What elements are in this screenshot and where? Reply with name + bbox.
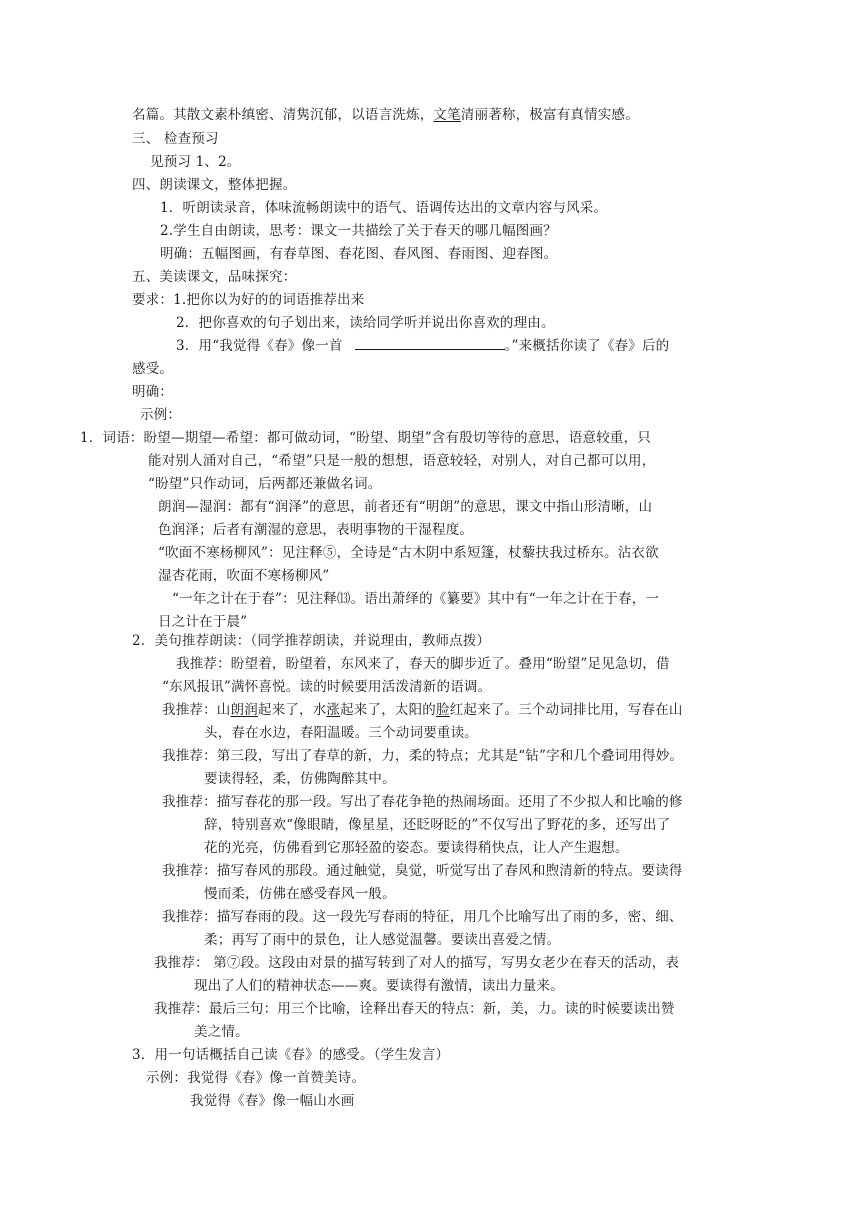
text-segment: 起来了，水 bbox=[257, 702, 327, 718]
text-line: “一年之计在于春”：见注释⒀。语出萧绎的《纂要》其中有“一年之计在于春，一 bbox=[172, 591, 660, 607]
text-line: 2.学生自由朗读，思考：课文一共描绘了关于春天的哪几幅图画？ bbox=[160, 223, 557, 239]
text-line: 辞，特别喜欢“像眼睛，像星星，还眨呀眨的”不仅写出了野花的多，还写出了 bbox=[204, 817, 671, 833]
text-line: 2．把你喜欢的句子划出来，读给同学听并说出你喜欢的理由。 bbox=[176, 315, 555, 331]
text-line: 要读得轻，柔，仿佛陶醉其中。 bbox=[204, 771, 396, 787]
text-line: 日之计在于晨” bbox=[158, 614, 248, 630]
text-segment: 我推荐：山 bbox=[162, 702, 231, 718]
text-line: 柔；再写了雨中的景色，让人感觉温馨。要读出喜爱之情。 bbox=[204, 932, 561, 948]
text-line: 朗润—湿润：都有“润泽”的意思，前者还有“明朗”的意思，课文中指山形清晰，山 bbox=[158, 499, 653, 515]
text-line: 我推荐： 第⑦段。这段由对景的描写转到了对人的描写，写男女老少在春天的活动，表 bbox=[154, 955, 680, 971]
text-line: 头，春在水边，春阳温暖。三个动词要重读。 bbox=[204, 725, 478, 741]
text-line: 1．词语：盼望—期望—希望：都可做动词，“盼望、期望”含有殷切等待的意思，语意较重，只 bbox=[80, 430, 651, 446]
underlined-word: 涨 bbox=[326, 702, 341, 718]
text-line: 色润泽；后者有潮湿的意思，表明事物的干湿程度。 bbox=[158, 522, 474, 538]
text-line: 示例： bbox=[140, 407, 182, 423]
text-line: 明确：五幅图画，有春草图、春花图、春风图、春雨图、迎春图。 bbox=[160, 246, 558, 262]
text-segment: 红起来了。三个动词排比用，写春在山 bbox=[449, 702, 683, 718]
text-line: 花的光亮，仿佛看到它那轻盈的姿态。要读得稍快点，让人产生遐想。 bbox=[204, 840, 629, 856]
text-segment: 3．用“我觉得《春》像一首 bbox=[176, 338, 343, 354]
fill-in-blank bbox=[355, 337, 505, 350]
underlined-word: 文笔 bbox=[433, 107, 461, 123]
text-line: 示例：我觉得《春》像一首赞美诗。 bbox=[146, 1070, 366, 1086]
text-line: 我推荐：描写春风的那段。通过触觉，臭觉，听觉写出了春风和煦清新的特点。要读得 bbox=[162, 863, 683, 879]
section-heading: 三、 检查预习 bbox=[132, 131, 219, 147]
text-line: 现出了人们的精神状态——爽。要读得有激情，读出力量来。 bbox=[194, 978, 564, 994]
text-line: 能对别人涌对自己，“希望”只是一般的想想，语意较轻，对别人，对自己都可以用， bbox=[148, 453, 656, 469]
text-line: 我推荐：第三段，写出了春草的新，力，柔的特点；尤其是“钻”字和几个叠词用得妙。 bbox=[162, 748, 684, 764]
text-segment: 起来了，太阳的 bbox=[340, 702, 437, 718]
text-line: 2．美句推荐朗读：（同学推荐朗读，并说理由，教师点拨） bbox=[132, 633, 491, 649]
text-line bbox=[132, 106, 639, 124]
text-line: “吹面不寒杨柳风”：见注释⑤，全诗是“古木阴中系短篷，杖藜扶我过桥东。沾衣欲 bbox=[158, 545, 659, 561]
text-line: 明确： bbox=[132, 384, 174, 400]
text-segment: 。”来概括你读了《春》后的 bbox=[504, 338, 670, 354]
text-line: 美之情。 bbox=[194, 1024, 249, 1040]
text-segment: 名篇。其散文素朴缜密、清隽沉郁，以语言洗炼， bbox=[132, 107, 434, 123]
text-line: 我觉得《春》像一幅山水画 bbox=[190, 1093, 355, 1109]
text-line: “东风报讯”满怀喜悦。读的时候要用活泼清新的语调。 bbox=[162, 679, 492, 695]
section-heading: 五、美读课文，品味探究： bbox=[132, 269, 297, 285]
section-heading: 四、朗读课文，整体把握。 bbox=[132, 177, 297, 193]
text-line: 我推荐：描写春花的那一段。写出了春花争艳的热闹场面。还用了不少拟人和比喻的修 bbox=[162, 794, 683, 810]
underlined-word: 朗润 bbox=[230, 702, 258, 718]
text-line: 1．听朗读录音，体味流畅朗读中的语气、语调传达出的文章内容与风采。 bbox=[160, 200, 608, 216]
text-line: 我推荐：描写春雨的段。这一段先写春雨的特征，用几个比喻写出了雨的多，密、细、 bbox=[162, 909, 683, 925]
text-line bbox=[176, 337, 669, 355]
text-line: 湿杏花雨，吹面不寒杨柳风” bbox=[158, 568, 330, 584]
text-line: 我推荐：最后三句：用三个比喻，诠释出春天的特点：新，美，力。读的时候要读出赞 bbox=[154, 1001, 675, 1017]
text-line: 要求：1.把你以为好的的词语推荐出来 bbox=[132, 292, 365, 308]
text-line: 我推荐：盼望着，盼望着，东风来了，春天的脚步近了。叠用“盼望”足见急切，借 bbox=[176, 656, 670, 672]
text-line: 感受。 bbox=[132, 361, 174, 377]
text-line: 见预习 1、2。 bbox=[150, 154, 241, 170]
text-line: “盼望”只作动词，后两都还兼做名词。 bbox=[148, 476, 382, 492]
text-line bbox=[162, 701, 683, 719]
underlined-word: 脸 bbox=[436, 702, 450, 718]
text-line: 慢而柔，仿佛在感受春风一般。 bbox=[204, 886, 396, 902]
text-segment: 清丽著称，极富有真情实感。 bbox=[460, 107, 639, 123]
text-line: 3．用一句话概括自己读《春》的感受。（学生发言） bbox=[132, 1047, 450, 1063]
